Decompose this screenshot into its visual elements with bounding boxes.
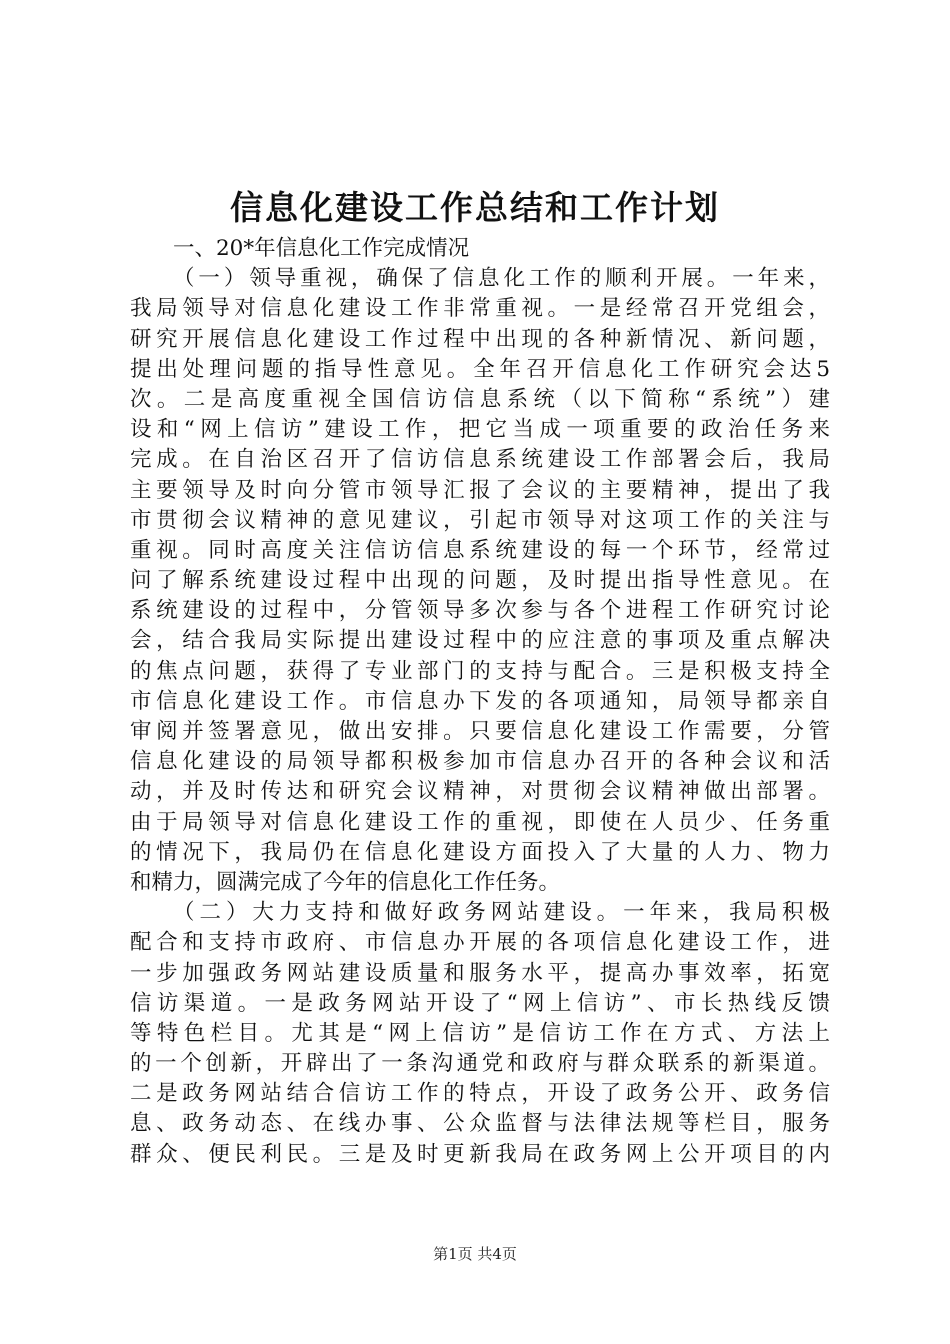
paragraph-line: 市信息化建设工作。市信息办下发的各项通知，局领导都亲自 xyxy=(130,688,830,714)
paragraph-line: 设和“网上信访”建设工作，把它当成一项重要的政治任务来 xyxy=(130,417,830,443)
paragraph-line: 等特色栏目。尤其是“网上信访”是信访工作在方式、方法上 xyxy=(130,1020,830,1046)
paragraph-line: 市贯彻会议精神的意见建议，引起市领导对这项工作的关注与 xyxy=(130,507,830,533)
page-number-footer: 第1页 共4页 xyxy=(433,1245,517,1263)
paragraph-line: 的一个创新，开辟出了一条沟通党和政府与群众联系的新渠道。 xyxy=(130,1051,830,1077)
paragraph-line: 一步加强政务网站建设质量和服务水平，提高办事效率，拓宽 xyxy=(130,960,830,986)
paragraph-line: 重视。同时高度关注信访信息系统建设的每一个环节，经常过 xyxy=(130,537,830,563)
paragraph-line: 我局领导对信息化建设工作非常重视。一是经常召开党组会， xyxy=(130,296,830,322)
paragraph-line: 的情况下，我局仍在信息化建设方面投入了大量的人力、物力 xyxy=(130,839,830,865)
paragraph-line: 群众、便民利民。三是及时更新我局在政务网上公开项目的内 xyxy=(130,1141,830,1167)
paragraph-line: 的焦点问题，获得了专业部门的支持与配合。三是积极支持全 xyxy=(130,658,830,684)
paragraph-line: 主要领导及时向分管市领导汇报了会议的主要精神，提出了我 xyxy=(130,477,830,503)
paragraph-line: 问了解系统建设过程中出现的问题，及时提出指导性意见。在 xyxy=(130,568,830,594)
paragraph-line: （一）领导重视，确保了信息化工作的顺利开展。一年来， xyxy=(173,266,830,292)
paragraph-line: 二是政务网站结合信访工作的特点，开设了政务公开、政务信 xyxy=(130,1081,830,1107)
section-heading: 一、20*年信息化工作完成情况 xyxy=(173,236,470,261)
paragraph-line: 息、政务动态、在线办事、公众监督与法律法规等栏目，服务 xyxy=(130,1111,830,1137)
paragraph-line: 系统建设的过程中，分管领导多次参与各个进程工作研究讨论 xyxy=(130,598,830,624)
paragraph-line: 研究开展信息化建设工作过程中出现的各种新情况、新问题， xyxy=(130,326,830,352)
paragraph-line: 信访渠道。一是政务网站开设了“网上信访”、市长热线反馈 xyxy=(130,990,830,1016)
document-body xyxy=(130,234,830,1170)
paragraph-line: 次。二是高度重视全国信访信息系统（以下简称“系统”）建 xyxy=(130,386,830,412)
paragraph-line: 审阅并签署意见，做出安排。只要信息化建设工作需要，分管 xyxy=(130,719,830,744)
document-title: 信息化建设工作总结和工作计划 xyxy=(230,188,720,227)
paragraph-line: 完成。在自治区召开了信访信息系统建设工作部署会后，我局 xyxy=(130,447,830,473)
paragraph-line: 动，并及时传达和研究会议精神，对贯彻会议精神做出部署。 xyxy=(130,779,830,805)
paragraph-line: 由于局领导对信息化建设工作的重视，即使在人员少、任务重 xyxy=(130,809,830,835)
paragraph-line: 和精力，圆满完成了今年的信息化工作任务。 xyxy=(130,869,561,895)
paragraph-line: 信息化建设的局领导都积极参加市信息办召开的各种会议和活 xyxy=(130,749,830,775)
paragraph-line: 会，结合我局实际提出建设过程中的应注意的事项及重点解决 xyxy=(130,628,830,654)
paragraph-line: 配合和支持市政府、市信息办开展的各项信息化建设工作，进 xyxy=(130,930,830,956)
paragraph-line: 提出处理问题的指导性意见。全年召开信息化工作研究会达5 xyxy=(130,356,830,382)
paragraph-line: （二）大力支持和做好政务网站建设。一年来，我局积极 xyxy=(173,900,830,926)
